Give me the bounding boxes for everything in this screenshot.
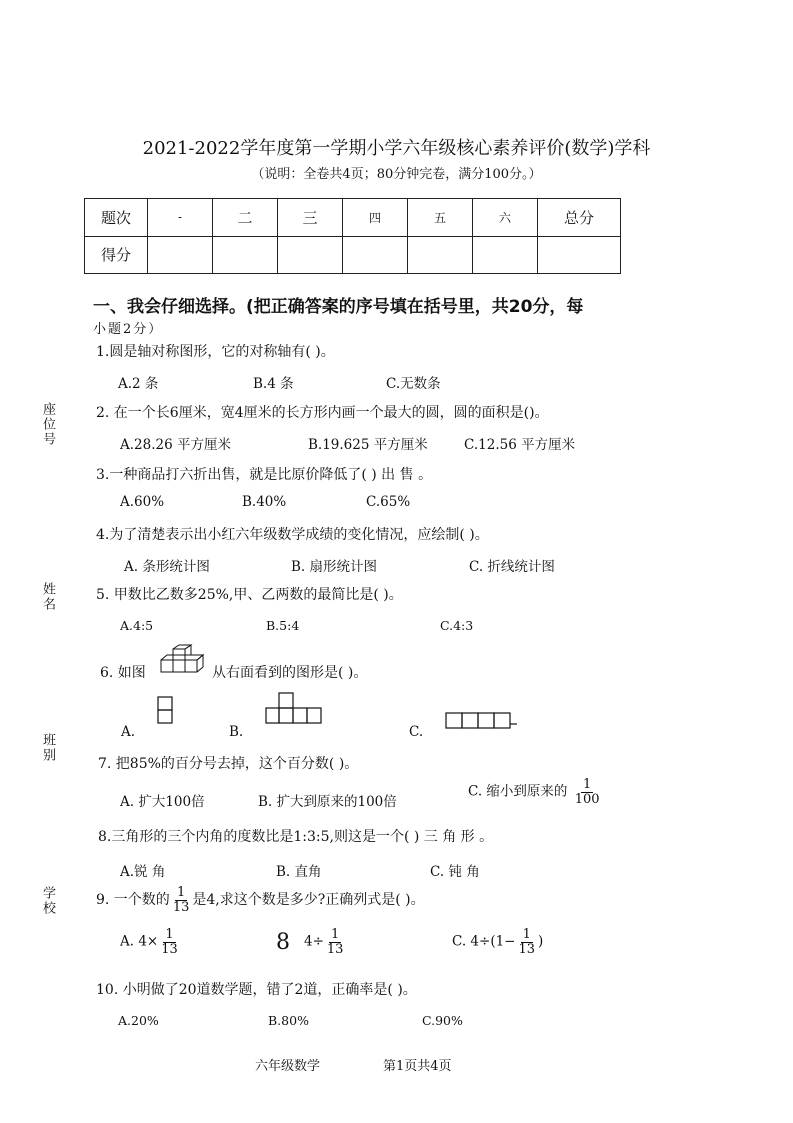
q9-option-a[interactable] — [120, 928, 181, 956]
score-table-score-row — [85, 236, 621, 274]
q2-option-a[interactable]: A.28.26 平方厘米 — [120, 437, 231, 453]
q9-fraction-numerator: 1 — [176, 885, 186, 900]
q9-option-c-fraction — [517, 928, 538, 956]
q9-option-a-fraction — [159, 928, 180, 956]
question-4: 4.为了清楚表示出小红六年级数学成绩的变化情况，应绘制( )。 — [96, 527, 489, 543]
q7-fraction-numerator: 1 — [583, 777, 592, 792]
score-cell-q3: 三 — [278, 199, 343, 237]
q6-figure-3d-icon — [160, 648, 208, 678]
q9-fraction-denominator: 13 — [172, 899, 190, 915]
question-8: 8.三角形的三个内角的度数比是1:3:5,则这是一个( ) 三 角 形 。 — [98, 829, 494, 845]
score-cell-q2: 二 — [213, 199, 278, 237]
q9-option-c-numerator: 1 — [522, 927, 531, 942]
score-blank[interactable] — [408, 236, 473, 274]
q1-option-c[interactable]: C.无数条 — [386, 376, 441, 392]
q9-text-prefix: 9. 一个数的 — [96, 892, 170, 909]
exam-title: 2021-2022学年度第一学期小学六年级核心素养评价(数学)学科 — [142, 138, 651, 159]
score-blank[interactable] — [538, 236, 621, 274]
score-cell-label: 题次 — [85, 199, 148, 237]
score-cell-total: 总分 — [538, 199, 621, 237]
score-blank[interactable] — [278, 236, 343, 274]
q9-option-b-label: 4÷ — [304, 933, 324, 950]
question-10: 10. 小明做了20道数学题，错了2道，正确率是( )。 — [96, 982, 417, 998]
q7-option-c[interactable] — [468, 778, 603, 806]
side-label-name: 姓名 — [40, 582, 55, 612]
q4-option-b[interactable]: B. 扇形统计图 — [291, 559, 378, 575]
q5-option-c[interactable]: C.4:3 — [440, 618, 474, 633]
score-blank[interactable] — [343, 236, 408, 274]
q7-fraction-denominator: 100 — [574, 791, 600, 807]
q9-option-c-denominator: 13 — [518, 941, 536, 957]
q6-option-a[interactable]: A. — [121, 724, 136, 740]
q9-option-a-label: A. 4× — [120, 933, 159, 950]
q1-option-a[interactable]: A.2 条 — [118, 376, 159, 392]
q9-option-a-numerator: 1 — [165, 927, 174, 942]
score-cell-q4: 四 — [343, 199, 408, 237]
q3-option-a[interactable]: A.60% — [120, 494, 165, 510]
score-cell-q1: - — [148, 199, 213, 237]
q7-option-c-label: C. 缩小到原来的 — [468, 783, 568, 800]
score-blank[interactable] — [473, 236, 538, 274]
q9-option-c-close: ) — [538, 933, 544, 950]
q7-option-a[interactable]: A. 扩大100倍 — [120, 794, 205, 810]
side-label-class: 班别 — [40, 733, 55, 763]
section-heading: 一、我会仔细选择。(把正确答案的序号填在括号里，共20分，每 — [93, 297, 584, 317]
score-cell-q6: 六 — [473, 199, 538, 237]
q8-option-a[interactable]: A.锐 角 — [120, 864, 166, 880]
q8-option-b[interactable]: B. 直角 — [276, 864, 322, 880]
q6-option-b-shape-icon — [265, 692, 323, 724]
exam-instructions: （说明：全卷共4页；80分钟完卷，满分100分。） — [251, 167, 542, 182]
q6-option-c-shape-icon — [445, 712, 519, 730]
question-1: 1.圆是轴对称图形，它的对称轴有( )。 — [96, 344, 335, 360]
q10-option-a[interactable]: A.20% — [118, 1013, 159, 1028]
question-9 — [96, 886, 425, 914]
q2-option-b[interactable]: B.19.625 平方厘米 — [308, 437, 428, 453]
score-table — [84, 198, 621, 274]
question-7: 7. 把85%的百分号去掉，这个百分数( )。 — [98, 756, 359, 772]
q7-option-b[interactable]: B. 扩大到原来的100倍 — [258, 794, 397, 810]
q6-option-c[interactable]: C. — [409, 724, 424, 740]
q9-option-c-label: C. 4÷(1− — [452, 933, 516, 950]
footer-subject: 六年级数学 — [255, 1059, 321, 1074]
q10-option-c[interactable]: C.90% — [422, 1013, 463, 1028]
score-blank[interactable] — [148, 236, 213, 274]
side-label-school: 学校 — [40, 886, 55, 916]
q6-option-b[interactable]: B. — [229, 724, 244, 740]
q9-option-b-numerator: 1 — [331, 927, 340, 942]
q5-option-a[interactable]: A.4:5 — [120, 618, 154, 633]
question-6-suffix: 从右面看到的图形是( )。 — [212, 665, 368, 681]
q9-option-b-fraction — [325, 928, 346, 956]
q3-option-b[interactable]: B.40% — [242, 494, 287, 510]
q3-option-c[interactable]: C.65% — [366, 494, 411, 510]
q2-option-c[interactable]: C.12.56 平方厘米 — [464, 437, 576, 453]
q9-option-b-mark: 8 — [276, 930, 290, 955]
q5-option-b[interactable]: B.5:4 — [266, 618, 300, 633]
question-2: 2. 在一个长6厘米，宽4厘米的长方形内画一个最大的圆，圆的面积是()。 — [96, 405, 549, 421]
q9-option-b-denominator: 13 — [326, 941, 344, 957]
question-6-prefix: 6. 如图 — [100, 665, 146, 681]
q1-option-b[interactable]: B.4 条 — [253, 376, 294, 392]
q9-option-a-denominator: 13 — [161, 941, 178, 957]
q9-option-b[interactable] — [304, 928, 346, 956]
score-row-label: 得分 — [85, 236, 148, 274]
question-5: 5. 甲数比乙数多25%,甲、乙两数的最简比是( )。 — [96, 587, 403, 603]
q9-option-c[interactable] — [452, 928, 543, 956]
score-cell-q5: 五 — [408, 199, 473, 237]
side-label-seat: 座位号 — [40, 402, 55, 447]
q7-fraction — [573, 778, 602, 806]
q4-option-a[interactable]: A. 条形统计图 — [124, 559, 210, 575]
q9-fraction — [171, 886, 192, 914]
q4-option-c[interactable]: C. 折线统计图 — [469, 559, 555, 575]
question-3: 3.一种商品打六折出售，就是比原价降低了( ) 出 售 。 — [96, 467, 433, 483]
footer-page-number: 第1页共4页 — [383, 1059, 452, 1074]
q10-option-b[interactable]: B.80% — [268, 1013, 309, 1028]
q9-text-suffix: 是4,求这个数是多少?正确列式是( )。 — [192, 892, 425, 909]
q8-option-c[interactable]: C. 钝 角 — [430, 864, 480, 880]
section-heading-cont: 小题2分） — [93, 322, 164, 337]
score-blank[interactable] — [213, 236, 278, 274]
q6-option-a-shape-icon — [157, 696, 173, 724]
score-table-header-row — [85, 199, 621, 237]
